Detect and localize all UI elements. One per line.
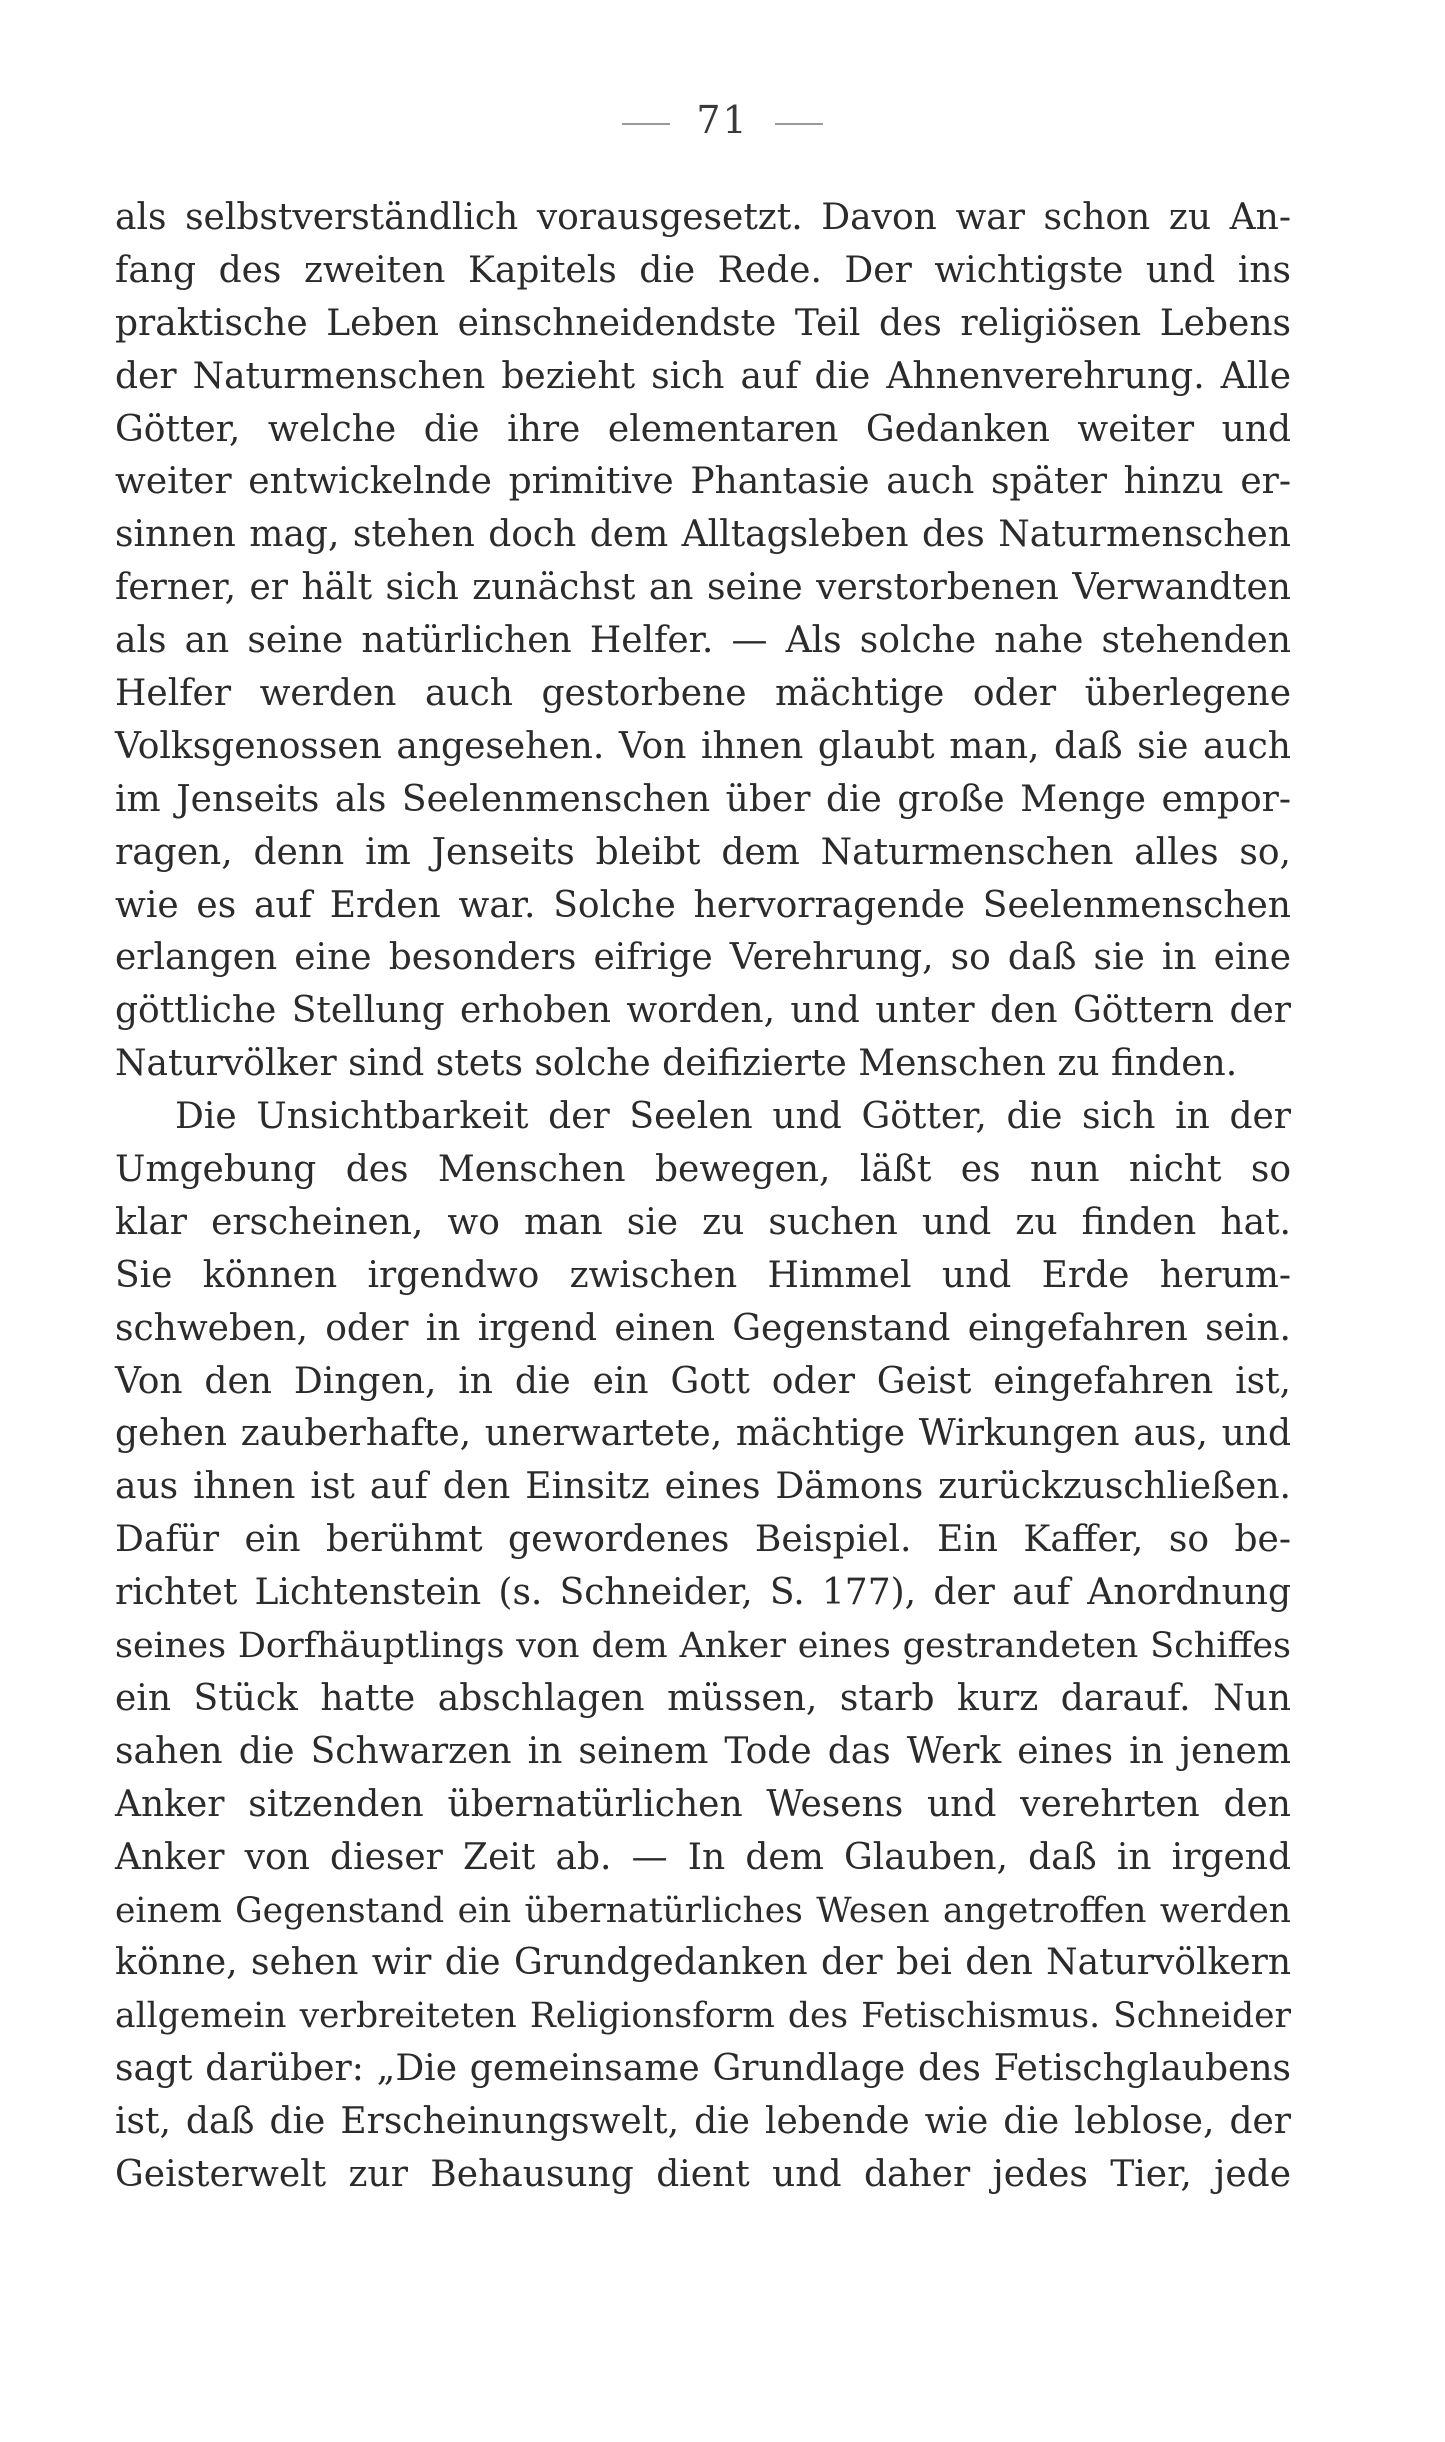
text-line: erlangen eine besonders eifrige Verehrung, so daß sie in eine <box>115 937 1291 979</box>
text-line: ragen, denn im Jenseits bleibt dem Naturmenschen alles so, <box>115 831 1291 873</box>
text-line: richtet Lichtenstein (s. Schneider, S. 177), der auf Anordnung <box>115 1572 1291 1614</box>
text-line: Götter, welche die ihre elementaren Gedanken weiter und <box>115 408 1291 450</box>
text-line: allgemein verbreiteten Religionsform des Fetischismus. Schneider <box>115 1996 1291 2037</box>
text-line: einem Gegenstand ein übernatürliches Wesen angetroffen werden <box>115 1890 1291 1931</box>
text-line: Dafür ein berühmt gewordenes Beispiel. Ein Kaffer, so be- <box>115 1519 1291 1561</box>
text-line: als an seine natürlichen Helfer. — Als solche nahe stehenden <box>115 620 1291 662</box>
text-line: sinnen mag, stehen doch dem Alltagsleben des Naturmenschen <box>115 514 1291 556</box>
text-line: fang des zweiten Kapitels die Rede. Der wichtigste und ins <box>115 249 1291 291</box>
text-line: sagt darüber: „Die gemeinsame Grundlage des Fetischglaubens <box>115 2048 1291 2090</box>
text-line: klar erscheinen, wo man sie zu suchen und zu finden hat. <box>115 1201 1291 1243</box>
text-line: wie es auf Erden war. Solche hervorragende Seelenmenschen <box>115 884 1291 926</box>
text-line: ist, daß die Erscheinungswelt, die lebende wie die leblose, der <box>115 2101 1291 2143</box>
text-line: im Jenseits als Seelenmenschen über die große Menge empor- <box>115 778 1291 820</box>
text-line: sahen die Schwarzen in seinem Tode das Werk eines in jenem <box>115 1730 1291 1772</box>
text-line: ferner, er hält sich zunächst an seine verstorbenen Verwandten <box>115 567 1291 609</box>
text-line: gehen zauberhafte, unerwartete, mächtige Wirkungen aus, und <box>115 1413 1291 1455</box>
text-line: Naturvölker sind stets solche deifizierte Menschen zu finden. <box>115 1043 1238 1085</box>
text-line: seines Dorfhäuptlings von dem Anker eines gestrandeten Schiffes <box>115 1626 1291 1667</box>
text-line: der Naturmenschen bezieht sich auf die Ahnenverehrung. Alle <box>115 355 1291 397</box>
text-line: Helfer werden auch gestorbene mächtige oder überlegene <box>115 673 1291 715</box>
text-line: göttliche Stellung erhoben worden, und unter den Göttern der <box>115 990 1291 1032</box>
text-line: Sie können irgendwo zwischen Himmel und Erde herum- <box>115 1254 1291 1296</box>
text-line: Anker sitzenden übernatürlichen Wesens und verehrten den <box>115 1783 1291 1825</box>
body-text <box>115 192 1291 2202</box>
text-line: Die Unsichtbarkeit der Seelen und Götter, die sich in der <box>175 1096 1291 1138</box>
page-number: 71 <box>696 98 749 142</box>
text-line: praktische Leben einschneidendste Teil des religiösen Lebens <box>115 302 1291 344</box>
text-line: Umgebung des Menschen bewegen, läßt es nun nicht so <box>115 1149 1291 1191</box>
text-line: könne, sehen wir die Grundgedanken der bei den Naturvölkern <box>115 1942 1291 1984</box>
text-line: Von den Dingen, in die ein Gott oder Geist eingefahren ist, <box>115 1360 1291 1402</box>
text-line: weiter entwickelnde primitive Phantasie auch später hinzu er- <box>115 461 1291 503</box>
header-dash-right <box>775 123 823 125</box>
text-line: Geisterwelt zur Behausung dient und daher jedes Tier, jede <box>115 2153 1291 2195</box>
text-line: ein Stück hatte abschlagen müssen, starb kurz darauf. Nun <box>115 1677 1291 1719</box>
text-line: schweben, oder in irgend einen Gegenstand eingefahren sein. <box>115 1307 1291 1349</box>
text-line: aus ihnen ist auf den Einsitz eines Dämons zurückzuschließen. <box>115 1466 1291 1508</box>
page-header <box>0 96 1445 144</box>
text-line: Volksgenossen angesehen. Von ihnen glaubt man, daß sie auch <box>115 725 1291 767</box>
text-line: als selbstverständlich vorausgesetzt. Davon war schon zu An- <box>115 197 1291 238</box>
text-line: Anker von dieser Zeit ab. — In dem Glauben, daß in irgend <box>115 1836 1291 1878</box>
header-dash-left <box>622 123 670 125</box>
